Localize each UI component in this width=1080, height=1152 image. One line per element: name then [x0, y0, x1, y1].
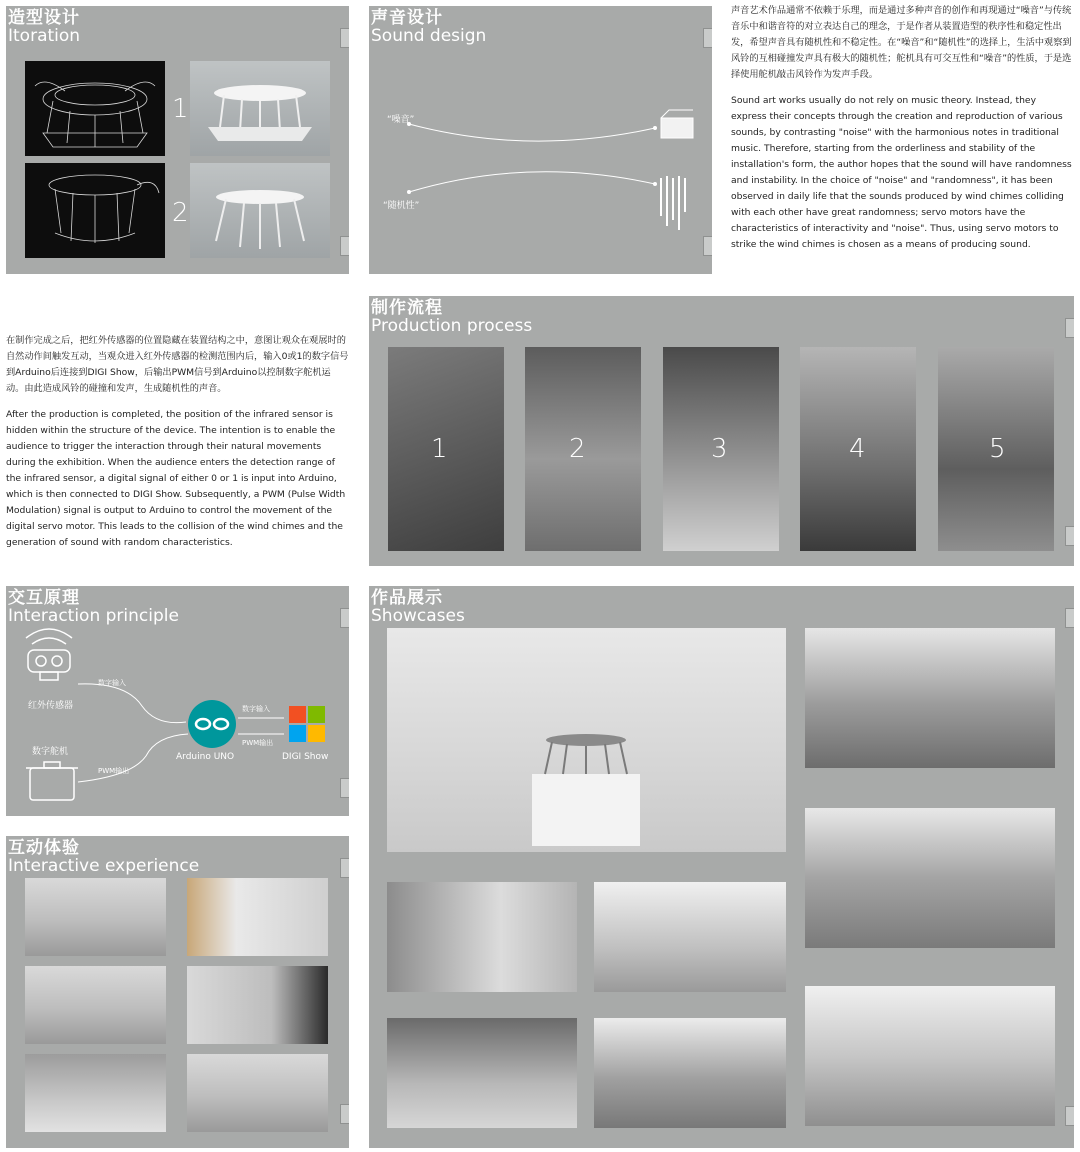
showcase-photo-4: [387, 882, 577, 992]
edge-digital-input-1: 数字输入: [98, 679, 126, 687]
production-step-4: 4: [849, 434, 866, 464]
edge-pwm-output-2: PWM输出: [98, 767, 130, 775]
experience-photo-2: [187, 878, 328, 956]
installation-drawing: [387, 628, 786, 852]
showcase-photo-5: [594, 882, 786, 992]
sound-title-zh: 声音设计: [371, 8, 443, 28]
showcase-title-en: Showcases: [371, 606, 465, 626]
experience-photo-5: [25, 1054, 166, 1132]
experience-title-en: Interactive experience: [8, 856, 200, 876]
showcase-title-zh: 作品展示: [371, 588, 443, 608]
showcase-photo-3: [805, 808, 1055, 948]
randomness-label: “随机性”: [383, 201, 420, 211]
interactive-experience-panel: [6, 836, 349, 1148]
showcase-photo-7: [387, 1018, 577, 1128]
production-description-zh: 在制作完成之后，把红外传感器的位置隐藏在装置结构之中，意图让观众在观展时的自然动作间触发互动，当观众进入红外传感器的检测范围内后，输入0或1的数字信号到Arduino后连接到DIGI Show，后输出PWM信号到Arduino以控制数字舵机运动。由此造成风铃的碰撞和发声，生成随机性的声音。: [6, 335, 349, 394]
showcase-photo-8: [594, 1018, 786, 1128]
panel-tab[interactable]: [340, 236, 349, 256]
sketch-image-1: [25, 61, 165, 156]
sound-description-en: Sound art works usually do not rely on music theory. Instead, they express their concepts through the creation and reproduction of various sounds, by contrasting "noise" with the harmonious notes in traditional music. Therefore, starting from the orderliness and stability of the installation's form, the author hopes that the sound will have randomness and instability. In the choice of "noise" and "randomness", it has been observed in daily life that the sounds produced by wind chimes colliding with each other have great randomness; servo motors have the characteristics of interactivity and "noise". Thus, using servo motors to strike the wind chimes is chosen as a means of producing sound.: [731, 95, 1072, 250]
production-process-panel: [369, 296, 1074, 566]
noise-label: “噪音”: [387, 115, 415, 125]
render-drawing-1: [190, 61, 330, 156]
experience-photo-4: [187, 966, 328, 1044]
interaction-title-en: Interaction principle: [8, 606, 179, 626]
infrared-sensor-icon: [26, 629, 72, 680]
showcase-photo-6: [805, 986, 1055, 1126]
digi-show-label: DIGI Show: [282, 752, 329, 762]
showcase-title: [371, 590, 465, 625]
panel-tab[interactable]: [1065, 1106, 1074, 1126]
experience-photo-6: [187, 1054, 328, 1132]
showcase-main-photo: [387, 628, 786, 852]
edge-pwm-output-1: PWM输出: [242, 739, 274, 747]
interaction-title-zh: 交互原理: [8, 588, 80, 608]
servo-motor-label: 数字舵机: [32, 747, 69, 757]
arduino-label: Arduino UNO: [176, 752, 235, 762]
sketch-image-2: [25, 163, 165, 258]
wind-chime-icon: [661, 176, 685, 230]
experience-title: [8, 840, 199, 875]
production-title: [371, 300, 532, 335]
panel-tab[interactable]: [340, 28, 349, 48]
production-step-2: 2: [569, 434, 586, 464]
experience-photo-1: [25, 878, 166, 956]
iteration-number-1: 1: [172, 94, 189, 124]
production-description: [6, 333, 349, 561]
showcase-photo-2: [805, 628, 1055, 768]
production-step-5: 5: [989, 434, 1006, 464]
sound-design-panel: [369, 6, 712, 274]
sound-title-en: Sound design: [371, 26, 487, 46]
panel-tab[interactable]: [340, 858, 349, 878]
render-drawing-2: [190, 163, 330, 258]
experience-photo-3: [25, 966, 166, 1044]
sound-diagram: [369, 6, 712, 274]
sketch-drawing-2: [25, 163, 165, 258]
iteration-number-2: 2: [172, 198, 189, 228]
infrared-sensor-label: 红外传感器: [28, 701, 74, 711]
production-description-en: After the production is completed, the position of the infrared sensor is hidden within the structure of the device. The intention is to enable the audience to trigger the interaction through their natural movements during the exhibition. When the audience enters the detection range of the infrared sensor, a digital signal of either 0 or 1 is input into Arduino, which is then connected to DIGI Show. Subsequently, a PWM (Pulse Width Modulation) signal is output to Arduino to control the movement of the digital servo motor. This leads to the collision of the wind chimes and the generation of sound with random characteristics.: [6, 409, 346, 548]
production-title-en: Production process: [371, 316, 533, 336]
iteration-title: [8, 10, 80, 45]
render-image-1: [190, 61, 330, 156]
iteration-panel: [6, 6, 349, 274]
experience-title-zh: 互动体验: [8, 838, 80, 858]
panel-tab[interactable]: [1065, 318, 1074, 338]
sketch-drawing-1: [25, 61, 165, 156]
iteration-title-zh: 造型设计: [8, 8, 80, 28]
panel-tab[interactable]: [340, 1104, 349, 1124]
production-step-3: 3: [711, 434, 728, 464]
iteration-title-en: Itoration: [8, 26, 81, 46]
sound-description: [731, 3, 1073, 263]
production-step-1: 1: [431, 434, 448, 464]
servo-icon: [661, 110, 693, 138]
digi-show-icon: [289, 706, 325, 742]
sound-description-zh: 声音艺术作品通常不依赖于乐理，而是通过多种声音的创作和再现通过“噪音”与传统音乐中和谐音符的对立表达自己的理念，于是作者从装置造型的秩序性和稳定性出发，希望声音具有随机性和不稳定性。在“噪音”和“随机性”的选择上，生活中观察到风铃的互相碰撞发声具有极大的随机性；舵机具有可交互性和“噪音”的性质，于是选择使用舵机敲击风铃作为发声手段。: [731, 5, 1072, 80]
showcases-panel: [369, 586, 1074, 1148]
panel-tab[interactable]: [1065, 608, 1074, 628]
servo-motor-icon: [26, 762, 78, 800]
production-title-zh: 制作流程: [371, 298, 443, 318]
render-image-2: [190, 163, 330, 258]
interaction-principle-panel: [6, 586, 349, 816]
panel-tab[interactable]: [1065, 526, 1074, 546]
edge-digital-input-2: 数字输入: [242, 705, 270, 713]
